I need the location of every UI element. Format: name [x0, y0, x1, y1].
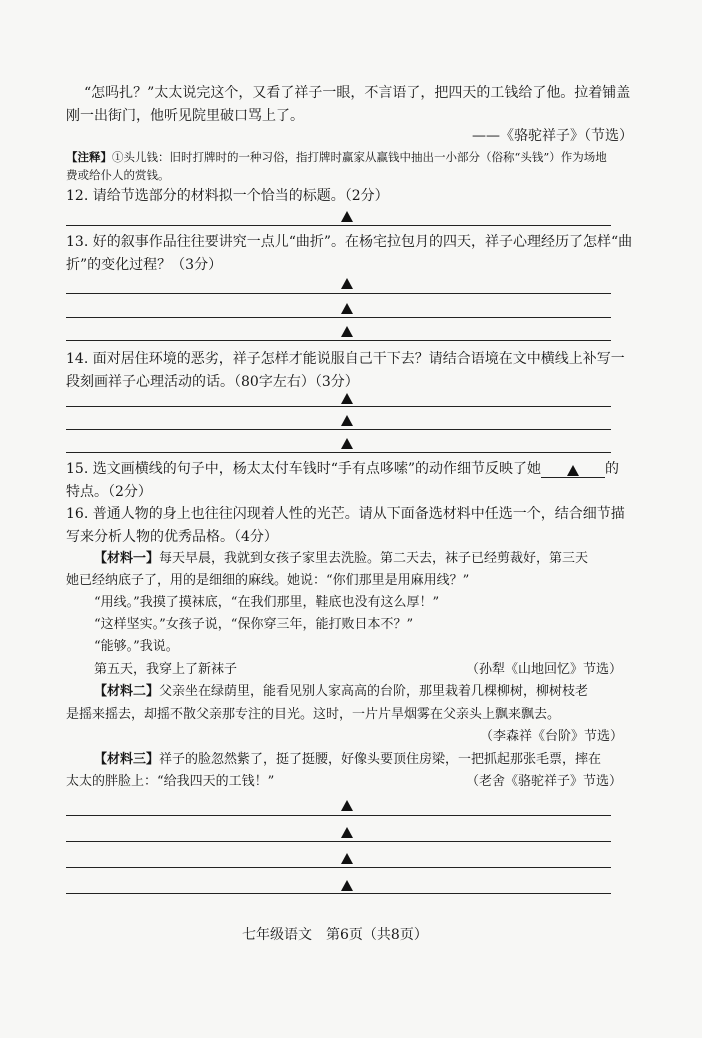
- material-1-line-5: “能够。”我说。: [94, 639, 179, 654]
- material-2-text-1: 父亲坐在绿荫里，能看见别人家高高的台阶，那里栽着几棵柳树，柳树枝老: [159, 684, 589, 699]
- answer-line[interactable]: [66, 841, 611, 842]
- answer-mark-icon: [341, 853, 353, 864]
- answer-mark-icon: [341, 800, 353, 811]
- answer-line[interactable]: [66, 452, 611, 453]
- answer-mark-icon: [341, 880, 353, 891]
- question-13-text-1: 13. 好的叙事作品往往要讲究一点儿“曲折”。在杨宅拉包月的四天，祥子心理经历了怎样“曲: [66, 234, 633, 250]
- answer-mark-icon: [341, 303, 353, 314]
- material-2-line-2: 是摇来摇去，却摇不散父亲那专注的目光。这时，一片片旱烟雾在父亲头上飘来飘去。: [66, 707, 561, 722]
- note-label: 【注释】: [66, 150, 112, 164]
- answer-line[interactable]: [66, 340, 611, 341]
- passage-source: ——《骆驼祥子》（节选）: [472, 128, 633, 144]
- material-1-line-4: “这样坚实。”女孩子说，“保你穿三年，能打败日本不？”: [94, 617, 414, 632]
- question-16-text-2: 写来分析人物的优秀品格。（4分）: [66, 529, 278, 545]
- page-footer: 七年级语文 第6页（共8页）: [242, 927, 428, 943]
- material-3-line-1: [94, 751, 601, 768]
- answer-mark-icon: [567, 465, 579, 476]
- material-2-line-1: [94, 683, 588, 700]
- answer-line[interactable]: [66, 815, 611, 816]
- material-3-label: 【材料三】: [94, 752, 160, 767]
- material-1-line-1: [94, 550, 588, 567]
- question-14-text-2: 段刻画祥子心理活动的话。（80字左右）（3分）: [66, 374, 359, 390]
- question-14-text-1: 14. 面对居住环境的恶劣，祥子怎样才能说服自己干下去？请结合语境在文中横线上补写一: [66, 351, 625, 367]
- material-3-line-2: 太太的胖脸上：“给我四天的工钱！”: [66, 774, 275, 789]
- question-15-text-2: 特点。（2分）: [66, 484, 152, 500]
- question-15-text-before: 15. 选文画横线的句子中，杨太太付车钱时“手有点哆嗦”的动作细节反映了她: [66, 461, 542, 477]
- answer-mark-icon: [341, 211, 353, 222]
- answer-mark-icon: [341, 438, 353, 449]
- material-1-source: （孙犁《山地回忆》节选）: [466, 662, 623, 677]
- answer-mark-icon: [341, 278, 353, 289]
- passage-line-2: 刚一出街门，他听见院里破口骂上了。: [66, 108, 304, 124]
- question-15-text-after: 的: [605, 461, 620, 477]
- answer-mark-icon: [341, 827, 353, 838]
- material-3-source: （老舍《骆驼祥子》节选）: [466, 774, 623, 789]
- answer-line[interactable]: [66, 867, 611, 868]
- answer-line[interactable]: [66, 317, 611, 318]
- question-13-text-2: 折”的变化过程？（3分）: [66, 257, 223, 273]
- answer-mark-icon: [341, 326, 353, 337]
- material-1-line-3: “用线。”我摸了摸袜底，“在我们那里，鞋底也没有这么厚！”: [94, 595, 440, 610]
- material-3-text-1: 祥子的脸忽然紫了，挺了挺腰，好像头要顶住房梁，一把抓起那张毛票，摔在: [159, 752, 602, 767]
- answer-line[interactable]: [66, 293, 611, 294]
- material-2-label: 【材料二】: [94, 684, 160, 699]
- fill-in-blank[interactable]: [541, 463, 605, 478]
- note-text-1: ①头儿钱：旧时打牌时的一种习俗，指打牌时赢家从赢钱中抽出一小部分（俗称“头钱”）作为场地: [112, 150, 607, 164]
- question-16-text-1: 16. 普通人物的身上也往往闪现着人性的光芒。请从下面备选材料中任选一个，结合细节描: [66, 506, 625, 522]
- material-1-line-2: 她已经纳底子了，用的是细细的麻线。她说：“你们那里是用麻用线？”: [66, 573, 470, 588]
- material-2-source: （李森祥《台阶》节选）: [480, 729, 624, 744]
- question-15-text-1: [66, 460, 619, 478]
- note-line-1: [66, 149, 607, 165]
- answer-line[interactable]: [66, 225, 611, 226]
- answer-line[interactable]: [66, 893, 611, 894]
- material-1-label: 【材料一】: [94, 551, 160, 566]
- note-line-2: 费或给仆人的赏钱。: [66, 168, 170, 182]
- answer-line[interactable]: [66, 406, 611, 407]
- answer-line[interactable]: [66, 429, 611, 430]
- answer-mark-icon: [341, 415, 353, 426]
- material-1-line-6: 第五天，我穿上了新袜子: [94, 662, 238, 677]
- passage-line-1: “怎吗扎？”太太说完这个，又看了祥子一眼，不言语了，把四天的工钱给了他。拉着铺盖: [84, 85, 631, 101]
- answer-mark-icon: [341, 393, 353, 404]
- question-12-text: 12. 请给节选部分的材料拟一个恰当的标题。（2分）: [66, 188, 389, 204]
- material-1-text-1: 每天早晨，我就到女孩子家里去洗脸。第二天去，袜子已经剪裁好，第三天: [159, 551, 589, 566]
